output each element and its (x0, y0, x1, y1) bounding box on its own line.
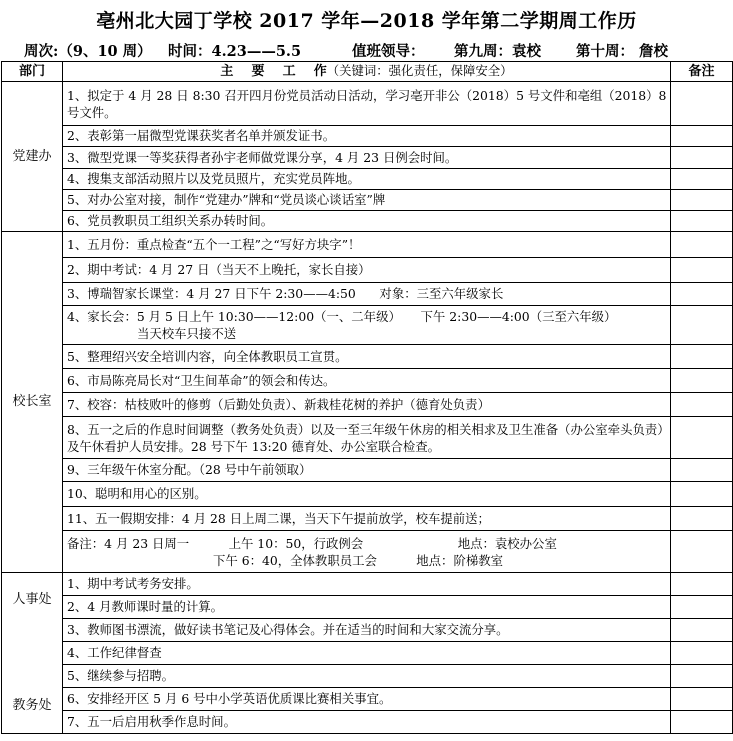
table-row (2, 369, 733, 393)
table-cell: 3、博瑞智家长课堂：4 月 27 日下午 2:30——4:50 对象：三至六年级家长 (63, 283, 671, 306)
remarks-line-2: 下午 6：40，全体教职员工会 地点：阶梯教室 (213, 552, 504, 568)
note-cell (671, 369, 733, 393)
table-row (2, 459, 733, 482)
duty-leader-label: 值班领导： (352, 43, 425, 60)
table-cell: 1、五月份：重点检查“五个一工程”之“写好方块字”！ (63, 232, 671, 258)
info-bar (4, 40, 729, 60)
table-cell: 7、五一后启用秋季作息时间。 (63, 711, 671, 734)
note-cell (671, 393, 733, 417)
table-row (2, 190, 733, 211)
table-row (2, 507, 733, 531)
table-cell: 1、期中考试考务安排。 (63, 573, 671, 596)
week9-leader: 第九周：袁校 (454, 43, 541, 60)
dept-stack (2, 573, 62, 733)
table-row (2, 306, 733, 345)
header-row (2, 62, 733, 82)
table-row (2, 283, 733, 306)
table-row (2, 147, 733, 169)
dept-header: 部门 (2, 62, 63, 82)
table-row (2, 665, 733, 688)
table-row (2, 531, 733, 573)
parent-meeting-text: 4、家长会：5 月 5 日上午 10:30——12:00（一、二年级） 下午 2:30——4:00（三至六年级） (67, 309, 617, 324)
table-cell: 10、聪明和用心的区别。 (63, 482, 671, 507)
dept-label-academic: 教务处 (12, 698, 52, 713)
table-cell: 11、五一假期安排：4 月 28 日上周二课，当天下午提前放学，校车提前送； (63, 507, 671, 531)
table-cell: 2、4 月教师课时量的计算。 (63, 596, 671, 619)
table-row (2, 82, 733, 126)
note-cell (671, 619, 733, 642)
week-label: 周次:（9、10 周） (24, 43, 152, 60)
note-cell (671, 459, 733, 482)
document-title: 亳州北大园丁学校 2017 学年—2018 学年第二学期周工作历 (96, 10, 637, 32)
note-cell (671, 688, 733, 711)
table-cell: 4、搜集支部活动照片以及党员照片，充实党员阵地。 (63, 169, 671, 190)
note-cell (671, 211, 733, 232)
note-cell (671, 417, 733, 459)
table-row (2, 169, 733, 190)
table-cell: 5、对办公室对接，制作“党建办”牌和“党员谈心谈话室”牌 (63, 190, 671, 211)
table-cell: 3、教师图书漂流，做好读书笔记及心得体会。并在适当的时间和大家交流分享。 (63, 619, 671, 642)
table-cell: 6、市局陈亮局长对“卫生间革命”的领会和传达。 (63, 369, 671, 393)
week10-leader: 第十周： 詹校 (576, 43, 669, 60)
remarks-line-1: 备注：4 月 23 日周一 上午 10：50，行政例会 地点：袁校办公室 (67, 535, 557, 551)
table-cell: 7、校容：枯枝败叶的修剪（后勤处负责）、新栽桂花树的养护（德育处负责） (63, 393, 671, 417)
table-cell: 5、继续参与招聘。 (63, 665, 671, 688)
time-label: 时间：4.23——5.5 (168, 43, 302, 60)
dept-cell-stack (2, 573, 63, 734)
table-row (2, 417, 733, 459)
table-cell (63, 531, 671, 573)
table-cell: 6、安排经开区 5 月 6 号中小学英语优质课比赛相关事宜。 (63, 688, 671, 711)
table-row (2, 393, 733, 417)
table-row (2, 619, 733, 642)
note-cell (671, 169, 733, 190)
work-calendar-table (1, 61, 733, 734)
table-row (2, 596, 733, 619)
table-row (2, 232, 733, 258)
note-cell (671, 345, 733, 369)
table-cell: 5、整理绍兴安全培训内容，向全体教职员工宣贯。 (63, 345, 671, 369)
table-cell: 9、三年级午休室分配。（28 号中午前领取） (63, 459, 671, 482)
table-cell: 6、党员教职员工组织关系办转时间。 (63, 211, 671, 232)
keywords-label: （关键词：强化责任，保障安全） (326, 63, 513, 78)
table-row (2, 482, 733, 507)
table-cell: 4、工作纪律督查 (63, 642, 671, 665)
note-cell (671, 573, 733, 596)
table-row (2, 688, 733, 711)
table-cell: 8、五一之后的作息时间调整（教务处负责）以及一至三年级午休房的相关相求及卫生准备（办公室牵头负责）及午休看护人员安排。28 号下午 13:20 德育处、办公室联合检查。 (63, 417, 671, 459)
dept-cell-principal: 校长室 (2, 232, 63, 573)
table-row (2, 345, 733, 369)
table-row (2, 211, 733, 232)
note-cell (671, 531, 733, 573)
note-cell (671, 482, 733, 507)
note-cell (671, 665, 733, 688)
table-cell (63, 306, 671, 345)
note-cell (671, 306, 733, 345)
note-cell (671, 147, 733, 169)
table-row (2, 258, 733, 283)
table-row (2, 642, 733, 665)
note-cell (671, 596, 733, 619)
table-cell: 2、表彰第一届微型党课获奖者名单并颁发证书。 (63, 126, 671, 147)
dept-label-personnel: 人事处 (12, 592, 52, 607)
table-row (2, 573, 733, 596)
note-header: 备注 (671, 62, 733, 82)
note-cell (671, 232, 733, 258)
note-cell (671, 642, 733, 665)
table-cell: 1、拟定于 4 月 28 日 8:30 召开四月份党员活动日活动，学习亳开非公（2018）5 号文件和亳组（2018）8 号文件。 (63, 82, 671, 126)
table-row (2, 711, 733, 734)
note-cell (671, 126, 733, 147)
dept-cell-party: 党建办 (2, 82, 63, 232)
main-work-header-title: 主 要 工 作 (220, 64, 327, 79)
table-cell: 2、期中考试：4 月 27 日（当天不上晚托，家长自接） (63, 258, 671, 283)
note-cell (671, 507, 733, 531)
note-cell (671, 190, 733, 211)
note-cell (671, 82, 733, 126)
note-cell (671, 258, 733, 283)
table-row (2, 126, 733, 147)
note-cell (671, 711, 733, 734)
note-cell (671, 283, 733, 306)
main-work-header (63, 62, 671, 82)
parent-meeting-note: 当天校车只接不送 (137, 326, 237, 341)
table-cell: 3、微型党课一等奖获得者孙宇老师做党课分享，4 月 23 日例会时间。 (63, 147, 671, 169)
